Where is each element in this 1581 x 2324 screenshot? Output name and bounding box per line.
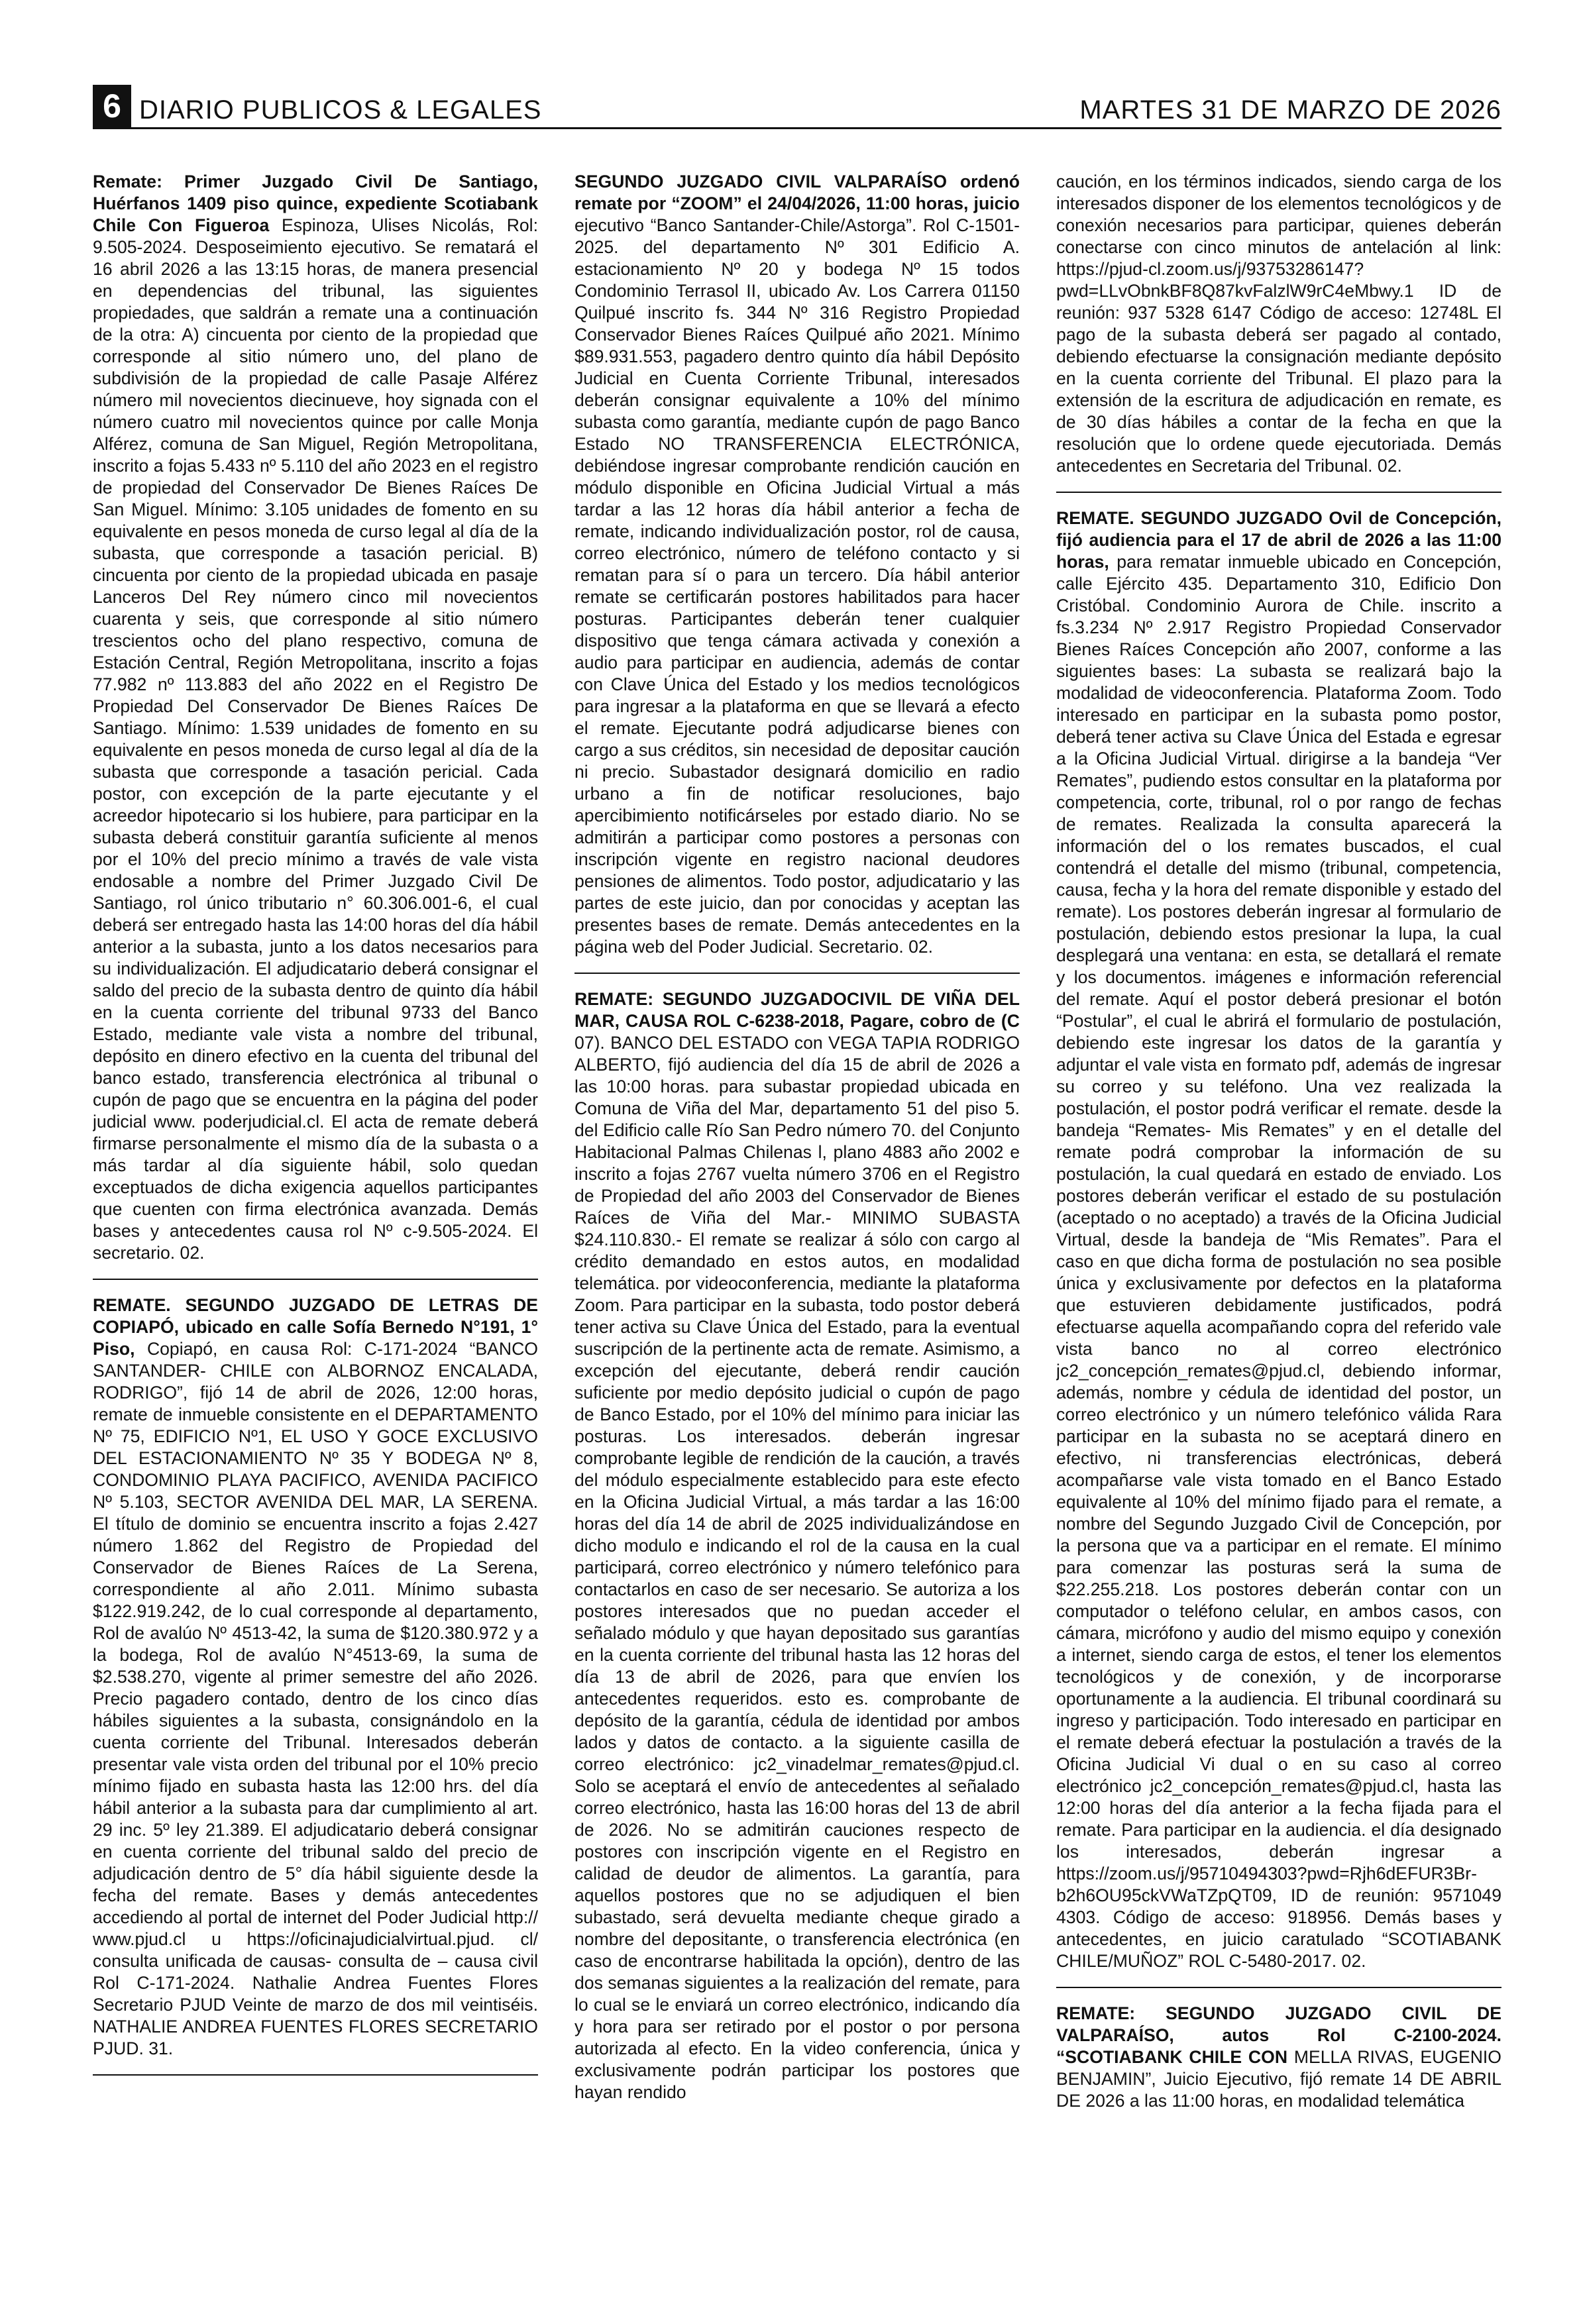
masthead [93,85,1501,129]
notice-body: ejecutivo “Banco Santander-Chile/Astorga”. Rol C-1501-2025. del departamento Nº 301 Edificio A. estacionamiento Nº 20 y bodega Nº 15 todos Condominio Terrasol II, ubicado Av. Los Carrera 01150 Quilpué inscrito fs. 344 Nº 316 Registro Propiedad Conservador Bienes Raíces Quilpué año 2021. Mínimo $89.931.553, pagadero dentro quinto día hábil Depósito Judicial en Cuenta Corriente Tribunal, interesados deberán consignar equivalente a 10% del mínimo subasta como garantía, mediante cupón de pago Banco Estado NO TRANSFERENCIA ELECTRÓNICA, debiéndose ingresar comprobante rendición caución en módulo disponible en Oficina Judicial Virtual a más tardar a las 12 horas día hábil anterior a fecha de remate, indicando individualización postor, rol de causa, correo electrónico, número de teléfono contacto y si rematan para sí o para un tercero. Día hábil anterior remate se certificarán postores habilitados para hacer posturas. Participantes deberán tener cualquier dispositivo que tenga cámara activada y conexión a audio para participar en audiencia, además de contar con Clave Única del Estado y los medios tecnológicos para ingresar a la plataforma en que se llevará a efecto el remate. Ejecutante podrá adjudicarse bienes con cargo a sus créditos, sin necesidad de depositar caución ni precio. Subastador designará domicilio en radio urbano a fin de notificar resoluciones, bajo apercibimiento notificárseles por estado diario. No se admitirán a participar como postores a personas con inscripción vigente en registro nacional deudores pensiones de alimentos. Todo postor, adjudicatario y las partes de este juicio, dan por conocidas y aceptan las presentes bases de remate. Demás antecedentes en la página web del Poder Judicial. Secretario. 02. [574,215,1020,957]
column-1 [93,171,538,2298]
column-3 [1056,171,1501,2298]
notice-heading: Remate: Primer Juzgado Civil De Santiago, Huérfanos 1409 piso quince, expediente Scotiabank Chile Con Figueroa [93,172,538,235]
notice-body: Copiapó, en causa Rol: C-171-2024 “BANCO SANTANDER- CHILE con ALBORNOZ ENCALADA, RODRIGO”, fijó 14 de abril de 2026, 12:00 horas, remate de inmueble consistente en el DEPARTAMENTO Nº 75, EDIFICIO Nº1, EL USO Y GOCE EXCLUSIVO DEL ESTACIONAMIENTO Nº 35 Y BODEGA Nº 8, CONDOMINIO PLAYA PACIFICO, AVENIDA PACIFICO Nº 5.103, SECTOR AVENIDA DEL MAR, LA SERENA. El título de dominio se encuentra inscrito a fojas 2.427 número 1.862 del Registro de Propiedad del Conservador de Bienes Raíces de La Serena, correspondiente al año 2.011. Mínimo subasta $122.919.242, de lo cual corresponde al departamento, Rol de avalúo Nº 4513-42, la suma de $120.380.972 y a la bodega, Rol de avalúo N°4513-69, la suma de $2.538.270, vigente al primer semestre del año 2026. Precio pagadero contado, dentro de los cinco días hábiles siguientes a la subasta, consignándolo en la cuenta corriente del Tribunal. Interesados deberán presentar vale vista orden del tribunal por el 10% precio mínimo fijado en subasta hasta las 12:00 hrs. del día hábil anterior a la subasta para dar cumplimiento al art. 29 inc. 5º ley 21.389. El adjudicatario deberá consignar en cuenta corriente del tribunal saldo del precio de adjudicación dentro de 5° día hábil siguiente desde la fecha del remate. Bases y demás antecedentes accediendo al portal de internet del Poder Judicial http:// www.pjud.cl u https://oficinajudicialvirtual.pjud. cl/ consulta unificada de causas- consulta de – causa civil Rol C-171-2024. Nathalie Andrea Fuentes Flores Secretario PJUD Veinte de marzo de dos mil veintiséis. NATHALIE ANDREA FUENTES FLORES SECRETARIO PJUD. 31. [93,1339,538,2058]
notice-heading: REMATE. SEGUNDO JUZGADO DE LETRAS DE COPIAPÓ, ubicado en calle Sofía Bernedo N°191, 1° Piso, [93,1295,538,1359]
notice-remate-primer-juzgado-santiago [93,171,538,1280]
notice-remate-valparaiso-zoom [574,171,1020,974]
section-title: DIARIO PUBLICOS & LEGALES [139,95,542,125]
notice-heading: REMATE: SEGUNDO JUZGADOCIVIL DE VIÑA DEL MAR, CAUSA ROL C-6238-2018, Pagare, cobro de (C [574,989,1020,1031]
notice-body: caución, en los términos indicados, siendo carga de los interesados disponer de los elementos tecnológicos y de conexión necesarios para participar, quienes deberán conectarse con cinco minutos de antelación al link: https://pjud-cl.zoom.us/j/93753286147?pwd=LLvObnkBF8Q87kvFalzlW9rC4eMbwy.1 ID de reunión: 937 5328 6147 Código de acceso: 12748L El pago de la subasta deberá ser pagado al contado, debiendo efectuarse la consignación mediante depósito en la cuenta corriente del Tribunal. El plazo para la extensión de la escritura de adjudicación en remate, es de 30 días hábiles a contar de la fecha en que la resolución que lo ordene quede ejecutoriada. Demás antecedentes en Secretaria del Tribunal. 02. [1056,172,1501,476]
page-number: 6 [93,85,131,127]
notice-heading: REMATE: SEGUNDO JUZGADO CIVIL DE VALPARAÍSO, autos Rol C-2100-2024. “SCOTIABANK CHILE CON [1056,2003,1501,2067]
notice-heading: SEGUNDO JUZGADO CIVIL VALPARAÍSO ordenó remate por “ZOOM” el 24/04/2026, 11:00 horas, juicio [574,172,1020,213]
notices-columns [93,171,1501,2298]
notice-heading: REMATE. SEGUNDO JUZGADO Ovil de Concepción, fijó audiencia para el 17 de abril de 2026 a las 11:00 horas, [1056,508,1501,572]
notice-remate-valparaiso-scotiabank [1056,2003,1501,2127]
notice-body: MELLA RIVAS, EUGENIO BENJAMIN”, Juicio Ejecutivo, fijó remate 14 DE ABRIL DE 2026 a las 11:00 horas, en modalidad telemática [1056,2047,1501,2111]
notice-body: para rematar inmueble ubicado en Concepción, calle Ejército 435. Departamento 310, Edificio Don Cristóbal. Condominio Aurora de Chile. inscrito a fs.3.234 Nº 2.917 Registro Propiedad Conservador Bienes Raíces Concepción año 2007, conforme a las siguientes bases: La subasta se realizará bajo la modalidad de videoconferencia. Plataforma Zoom. Todo interesado en participar en la subasta pomo postor, deberá tener activa su Clave Única del Estada e egresar a la Oficina Judicial Virtual. dirigirse a la bandeja “Ver Remates”, pudiendo estos consultar en la plataforma por competencia, corte, tribunal, rol o por rango de fechas de remates. Realizada la consulta aparecerá la información del o los remates buscados, el cual contendrá el detalle del mismo (tribunal, competencia, causa, fecha y la hora del remate disponible y estado del remate). Los postores deberán ingresar al formulario de postulación, debiendo estos presionar la lupa, la cual desplegará una ventana: en esta, se detallará el remate y los documentos. imágenes e información referencial del remate. Aquí el postor deberá presionar el botón “Postular”, el cual le abrirá el formulario de postulación, debiendo este ingresar los datos de la garantía y adjuntar el vale vista en formato pdf, además de ingresar su correo y su teléfono. Una vez realizada la postulación, el postor podrá verificar el remate. desde la bandeja “Remates- Mis Remates” y en el detalle del remate podrá comprobar la información de su postulación, la cual quedará en estado de enviado. Los postores deberán verificar el estado de su postulación (aceptado o no aceptado) a través de la Oficina Judicial Virtual, desde la bandeja de “Mis Remates”. Para el caso en que dicha forma de postulación no sea posible única y exclusivamente por defectos en la plataforma que estuvieren debidamente justificados, podrá efectuarse aquella acompañando copra del referido vale vista banco no al correo electrónico jc2_concepción_remates@pjud.cl, debiendo informar, además, nombre y cédula de identidad del postor, un correo electrónico y un número telefónico válida Rara participar en la subasta no se aceptará dinero en efectivo, ni transferencias electrónicas, deberá acompañarse vale vista tomado en el Banco Estado equivalente al 10% del mínimo fijado para el remate, a nombre del Segundo Juzgado Civil de Concepción, por la persona que va a participar en el remate. El mínimo para comenzar las posturas será la suma de $22.255.218. Los postores deberán contar con un computador o teléfono celular, en ambos casos, con cámara, micrófono y audio del mismo equipo y conexión a internet, siendo carga de estos, el tener los elementos tecnológicos y de conexión, y de incorporarse oportunamente a la audiencia. El tribunal coordinará su ingreso y participación. Todo interesado en participar en el remate deberá efectuar la postulación a través de la Oficina Judicial Vi dual o en su caso al correo electrónico jc2_concepción_remates@pjud.cl, hasta las 12:00 horas del día anterior a la fecha fijada para el remate. Para participar en la audiencia. el día designado los interesados, deberán ingresar a https://zoom.us/j/95710494303?pwd=Rjh6dEFUR3Br-b2h6OU95ckVWaTZpQT09, ID de reunión: 9571049 4303. Código de acceso: 918956. Demás bases y antecedentes, en juicio caratulado “SCOTIABANK CHILE/MUÑOZ” ROL C-5480-2017. 02. [1056,552,1501,1971]
issue-date: MARTES 31 DE MARZO DE 2026 [1079,95,1501,125]
column-2 [574,171,1020,2298]
notice-vina-del-mar-continued [1056,171,1501,493]
notice-remate-concepcion [1056,507,1501,1988]
notice-body: Espinoza, Ulises Nicolás, Rol: 9.505-2024. Desposeimiento ejecutivo. Se rematará el 16 abril 2026 a las 13:15 horas, de manera presencial en dependencias del tribunal, las siguientes propiedades, que saldrán a remate una a continuación de la otra: A) cincuenta por ciento de la propiedad que corresponde al sitio número uno, del plano de subdivisión de la propiedad de calle Pasaje Alférez número mil novecientos diecinueve, hoy signada con el número cuatro mil novecientos quince por calle Monja Alférez, comuna de San Miguel, Región Metropolitana, inscrito a fojas 5.433 nº 5.110 del año 2023 en el registro de propiedad del Conservador De Bienes Raíces De San Miguel. Mínimo: 3.105 unidades de fomento en su equivalente en pesos moneda de curso legal al día de la subasta, que corresponde a tasación pericial. B) cincuenta por ciento de la propiedad ubicada en pasaje Lanceros Del Rey número cinco mil novecientos cuarenta y seis, que corresponde al sitio número trescientos ocho del plano respectivo, comuna de Estación Central, Región Metropolitana, inscrito a fojas 77.982 nº 113.883 del año 2022 en el Registro De Propiedad Del Conservador De Bienes Raíces De Santiago. Mínimo: 1.539 unidades de fomento en su equivalente en pesos moneda de curso legal al día de la subasta que corresponde a tasación pericial. Cada postor, con excepción de la parte ejecutante y el acreedor hipotecario si los hubiere, para participar en la subasta deberá constituir garantía suficiente al menos por el 10% del precio mínimo a través de vale vista endosable a nombre del Primer Juzgado Civil De Santiago, rol único tributario n° 60.306.001-6, el cual deberá ser entregado hasta las 14:00 horas del día hábil anterior a la subasta, junto a los datos necesarios para su individualización. El adjudicatario deberá consignar el saldo del precio de la subasta dentro de quinto día hábil en la cuenta corriente del tribunal 9733 del Banco Estado, mediante vale vista a nombre del tribunal, depósito en dinero efectivo en la cuenta del tribunal del banco estado, transferencia electrónica al tribunal o cupón de pago que se encuentra en la página del poder judicial www. poderjudicial.cl. El acta de remate deberá firmarse personalmente el mismo día de la subasta o a más tardar al día siguiente hábil, solo quedan exceptuados de dicha exigencia aquellos participantes que cuenten con firma electrónica avanzada. Demás bases y antecedentes causa rol Nº c-9.505-2024. El secretario. 02. [93,215,538,1263]
notice-remate-copiapo [93,1294,538,2076]
notice-remate-vina-del-mar [574,988,1020,2118]
notice-body: 07). BANCO DEL ESTADO con VEGA TAPIA RODRIGO ALBERTO, fijó audiencia del día 15 de abril de 2026 a las 10:00 horas. para subastar propiedad ubicada en Comuna de Viña del Mar, departamento 51 del piso 5. del Edificio calle Río San Pedro número 70. del Conjunto Habitacional Palmas Chilenas l, plano 4883 año 2002 e inscrito a fojas 2767 vuelta número 3706 en el Registro de Propiedad del año 2003 del Conservador de Bienes Raíces de Viña del Mar.- MINIMO SUBASTA $24.110.830.- El remate se realizar á sólo con cargo al crédito demandado en estos autos, en modalidad telemática. por videoconferencia, mediante la plataforma Zoom. Para participar en la subasta, todo postor deberá tener activa su Clave Única del Estado, para la eventual suscripción de la pertinente acta de remate. Asimismo, a excepción del ejecutante, deberá rendir caución suficiente por medio depósito judicial o cupón de pago de Banco Estado, por el 10% del mínimo para iniciar las posturas. Los interesados. deberán ingresar comprobante legible de rendición de la caución, a través del módulo especialmente establecido para este efecto en la Oficina Judicial Virtual, a más tardar a las 16:00 horas del día 14 de abril de 2025 individualizándose en dicho modulo e indicando el rol de la causa en la cual participará, correo electrónico y número telefónico para contactarlos en caso de ser necesario. Se autoriza a los postores interesados que no puedan acceder el señalado módulo y que hayan depositado sus garantías en la cuenta corriente del tribunal hasta las 12 horas del día 13 de abril de 2026, para que envíen los antecedentes requeridos. esto es. comprobante de depósito de la garantía, cédula de identidad por ambos lados y datos de contacto. a la siguiente casilla de correo electrónico: jc2_vinadelmar_remates@pjud.cl. Solo se aceptará el envío de antecedentes al señalado correo electrónico, hasta las 16:00 horas del 13 de abril de 2026. No se admitirán cauciones respecto de postores con inscripción vigente en el Registro en calidad de deudor de alimentos. La garantía, para aquellos postores que no se adjudiquen el bien subastado, será devuelta mediante cheque girado a nombre del depositante, o transferencia electrónica (en caso de encontrarse habilitada la opción), dentro de las dos semanas siguientes a la realización del remate, para lo cual se le enviará un correo electrónico, indicando día y hora para ser retirado por el postor o por persona autorizada al efecto. En la video conferencia, única y exclusivamente podrán participar los postores que hayan rendido [574,1033,1020,2102]
masthead-left [93,85,541,127]
